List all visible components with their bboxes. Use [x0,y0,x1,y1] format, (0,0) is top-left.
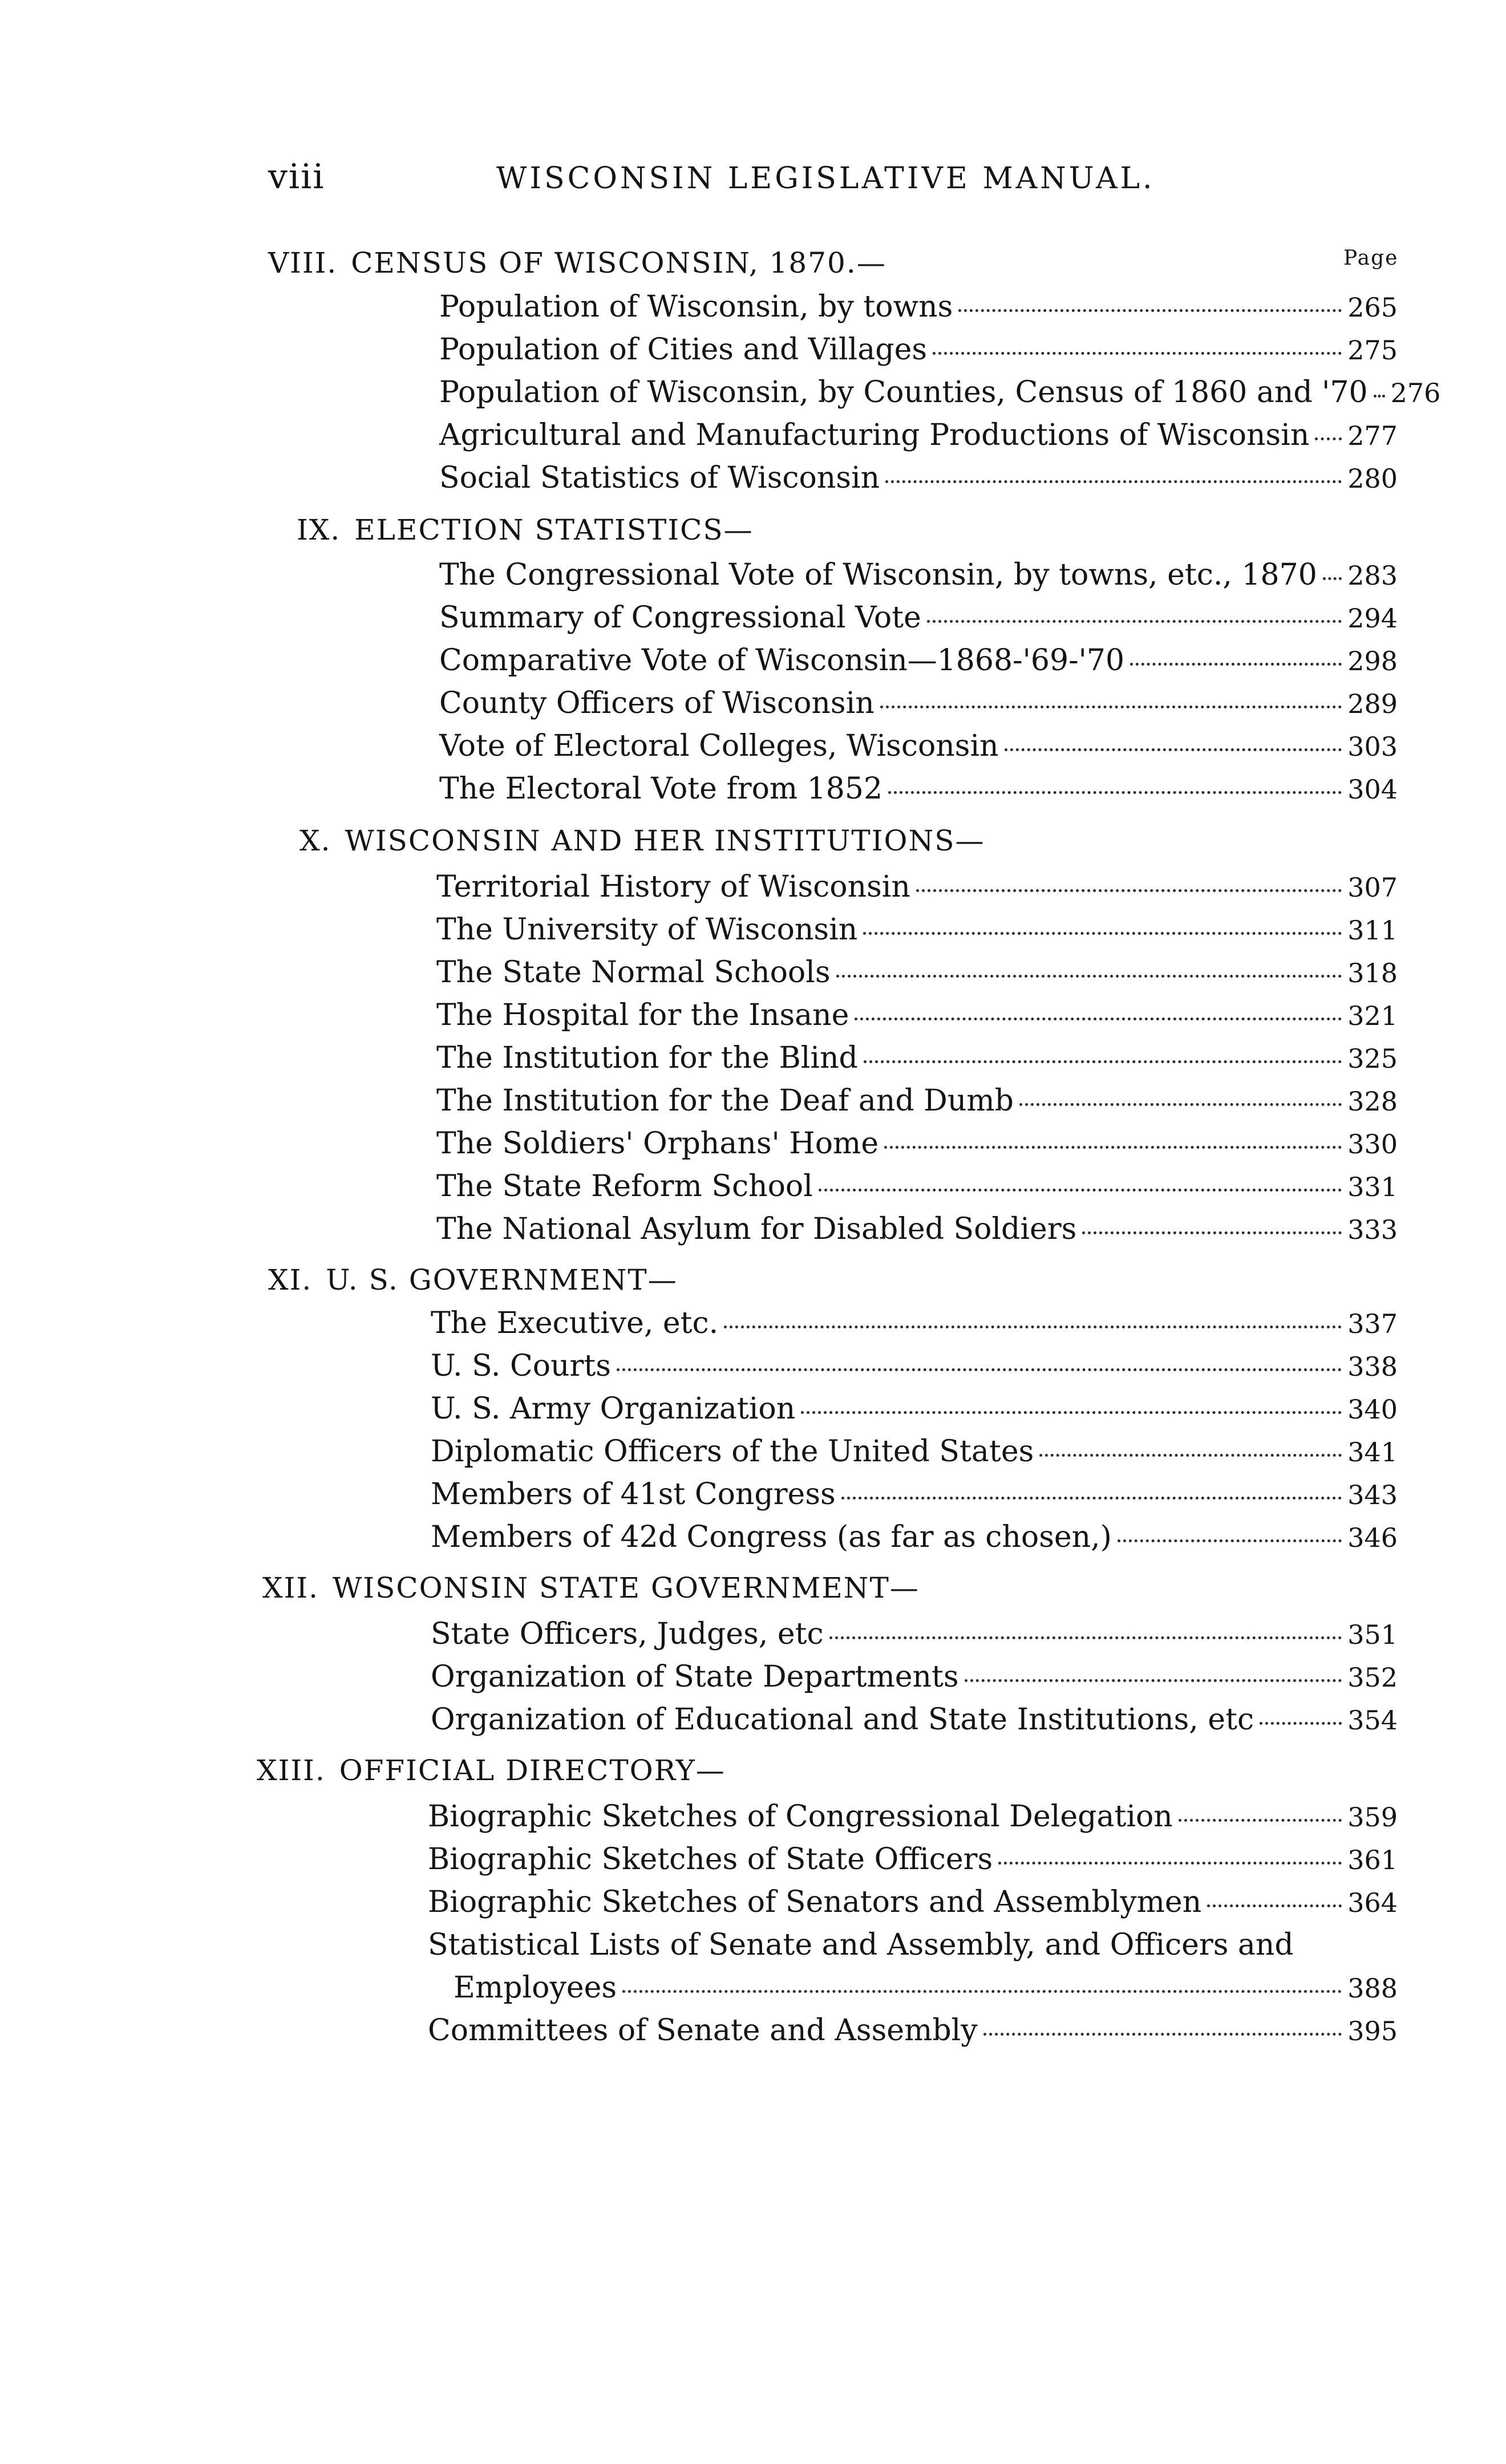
section-heading [268,246,886,279]
toc-entry [439,729,1398,763]
dot-leader [880,706,1342,708]
toc-entry-label: Diplomatic Officers of the United States [431,1434,1034,1469]
dot-leader [1005,748,1342,751]
toc-entry-label: The Institution for the Blind [436,1041,858,1075]
toc-entry-label: U. S. Army Organization [431,1392,796,1426]
page-number: 338 [1347,1351,1398,1382]
toc-entry-label: The Congressional Vote of Wisconsin, by towns, etc., 1870 [439,558,1317,592]
dot-leader [884,1146,1342,1149]
page-number: 331 [1347,1172,1398,1202]
section-title: ELECTION STATISTICS— [354,513,754,546]
section-heading [257,1754,726,1787]
dot-leader [916,889,1342,892]
page-number: 277 [1347,420,1398,451]
toc-entry-label: County Officers of Wisconsin [439,686,875,720]
toc-entry [439,418,1398,452]
toc-entry-label-continued: Employees [454,1971,617,2005]
section-numeral: XII. [262,1571,319,1604]
toc-entry [428,2013,1398,2048]
toc-entry [439,375,1441,410]
page-number: 325 [1347,1043,1398,1074]
dot-leader [998,1862,1342,1865]
page-number: 354 [1347,1705,1398,1736]
toc-entry-label: Territorial History of Wisconsin [436,870,910,904]
dot-leader [622,1990,1342,1993]
toc-entry [428,1842,1398,1877]
dot-leader [1207,1904,1342,1907]
toc-entry [431,1477,1398,1511]
dot-leader [801,1411,1342,1414]
page-number: 265 [1347,292,1398,323]
toc-entry [439,333,1398,367]
toc-entry [431,1617,1398,1651]
toc-entry-label: Summary of Congressional Vote [439,601,921,635]
toc-entry-label: Organization of State Departments [431,1660,959,1694]
section-heading [299,824,985,857]
toc-entry-label: Population of Wisconsin, by Counties, Census of 1860 and '70 [439,375,1368,410]
dot-leader [617,1368,1342,1371]
page-number: 276 [1390,378,1441,408]
toc-entry [436,1126,1398,1161]
dot-leader [864,1060,1342,1063]
dot-leader [1130,663,1342,666]
toc-entry-label: Population of Wisconsin, by towns [439,290,953,324]
page-number: 388 [1347,1973,1398,2004]
page-number: 294 [1347,603,1398,634]
toc-entry [431,1306,1398,1340]
dot-leader [1374,395,1385,398]
toc-entry-label: Biographic Sketches of State Officers [428,1842,993,1877]
dot-leader [1082,1231,1342,1234]
dot-leader [1179,1819,1342,1822]
section-title: U. S. GOVERNMENT— [326,1263,678,1296]
page-number: 359 [1347,1802,1398,1833]
page-number: 340 [1347,1394,1398,1425]
toc-entry-label: The University of Wisconsin [436,913,858,947]
dot-leader [927,620,1342,623]
page-number: 352 [1347,1662,1398,1693]
toc-entry [439,461,1398,495]
dot-leader [885,480,1342,483]
toc-entry [436,870,1398,904]
section-heading [297,513,754,546]
toc-entry [439,772,1398,806]
toc-entry-label: The State Normal Schools [436,955,831,990]
toc-entry [428,1800,1398,1834]
page-number: 307 [1347,872,1398,903]
dot-leader [836,975,1342,978]
page-number: 337 [1347,1308,1398,1339]
toc-entry [439,601,1398,635]
section-title: WISCONSIN STATE GOVERNMENT— [333,1571,920,1604]
page-number: 341 [1347,1437,1398,1468]
toc-entry-label: State Officers, Judges, etc [431,1617,824,1651]
page-number: 303 [1347,731,1398,762]
page-number: 298 [1347,646,1398,676]
toc-entry [436,1169,1398,1203]
dot-leader [1039,1454,1342,1457]
toc-entry [439,558,1398,592]
section-title: WISCONSIN AND HER INSTITUTIONS— [345,824,985,857]
dot-leader [855,1018,1342,1020]
dot-leader [1323,577,1342,580]
toc-entry [431,1434,1398,1469]
toc-entry-label: Population of Cities and Villages [439,333,928,367]
toc-entry [436,955,1398,990]
dot-leader [1260,1722,1342,1725]
page-number: 330 [1347,1129,1398,1160]
toc-entry [431,1703,1398,1737]
dot-leader [965,1679,1342,1682]
page-number: 343 [1347,1480,1398,1510]
page-number: 346 [1347,1522,1398,1553]
toc-entry-label: The Soldiers' Orphans' Home [436,1126,879,1161]
toc-entry-label: The Electoral Vote from 1852 [439,772,883,806]
dot-leader [933,352,1342,355]
toc-entry [431,1520,1398,1554]
dot-leader [819,1189,1342,1192]
page-number: 328 [1347,1086,1398,1117]
page-number: 289 [1347,688,1398,719]
toc-entry-label: Agricultural and Manufacturing Productions of Wisconsin [439,418,1310,452]
toc-entry [436,1041,1398,1075]
page-number: 351 [1347,1619,1398,1650]
toc-entry [431,1349,1398,1383]
running-title: WISCONSIN LEGISLATIVE MANUAL. [496,161,1155,196]
section-numeral: XIII. [257,1754,326,1787]
section-heading [262,1571,920,1604]
toc-entry-label: U. S. Courts [431,1349,611,1383]
toc-entry-label: Biographic Sketches of Senators and Assemblymen [428,1885,1202,1919]
toc-entry-label: Organization of Educational and State Institutions, etc [431,1703,1254,1737]
section-numeral: XI. [268,1263,313,1296]
toc-entry-label: Vote of Electoral Colleges, Wisconsin [439,729,999,763]
toc-entry-label: The Hospital for the Insane [436,998,849,1032]
toc-entry [439,290,1398,324]
toc-entry [431,1392,1398,1426]
page-header [268,157,1204,202]
page-number: 275 [1347,335,1398,366]
page-column-label: Page [1343,246,1399,270]
section-numeral: IX. [297,513,341,546]
section-title: OFFICIAL DIRECTORY— [339,1754,726,1787]
toc-entry-label: Social Statistics of Wisconsin [439,461,880,495]
page-number: 280 [1347,463,1398,494]
section-numeral: VIII. [268,246,338,279]
toc-entry-label: The Executive, etc. [431,1306,719,1340]
page-number: 333 [1347,1214,1398,1245]
toc-entry [454,1971,1398,2005]
section-heading [268,1263,678,1296]
page-number: 395 [1347,2016,1398,2046]
page-number: 283 [1347,560,1398,591]
dot-leader [724,1326,1342,1328]
page-number: 304 [1347,774,1398,805]
dot-leader [863,932,1342,935]
section-numeral: X. [299,824,331,857]
toc-entry-label: The State Reform School [436,1169,813,1203]
toc-entry [439,643,1398,678]
section-title: CENSUS OF WISCONSIN, 1870.— [351,246,886,279]
toc-entry [436,1212,1398,1246]
page-number: 318 [1347,958,1398,988]
page-folio: viii [268,157,325,197]
dot-leader [1019,1103,1342,1106]
toc-entry-label: Statistical Lists of Senate and Assembly, and Officers and [428,1928,1294,1962]
toc-entry [431,1660,1398,1694]
toc-entry [436,1084,1398,1118]
dot-leader [829,1636,1342,1639]
toc-entry-label: Committees of Senate and Assembly [428,2013,978,2048]
toc-entry-label: Members of 41st Congress [431,1477,836,1511]
dot-leader [1315,437,1342,440]
toc-entry [428,1885,1398,1919]
page-number: 311 [1347,915,1398,946]
toc-entry-label: The Institution for the Deaf and Dumb [436,1084,1014,1118]
toc-entry [436,998,1398,1032]
toc-entry-label: Comparative Vote of Wisconsin—1868-'69-'70 [439,643,1125,678]
dot-leader [841,1497,1342,1500]
dot-leader [888,791,1342,794]
toc-entry-label: Biographic Sketches of Congressional Delegation [428,1800,1173,1834]
page-number: 361 [1347,1845,1398,1875]
toc-entry-label: The National Asylum for Disabled Soldiers [436,1212,1077,1246]
toc-entry-label: Members of 42d Congress (as far as chosen,) [431,1520,1112,1554]
toc-entry [439,686,1398,720]
dot-leader [958,309,1342,312]
dot-leader [983,2033,1342,2036]
dot-leader [1118,1539,1342,1542]
page-number: 364 [1347,1887,1398,1918]
page-number: 321 [1347,1000,1398,1031]
toc-entry [436,913,1398,947]
